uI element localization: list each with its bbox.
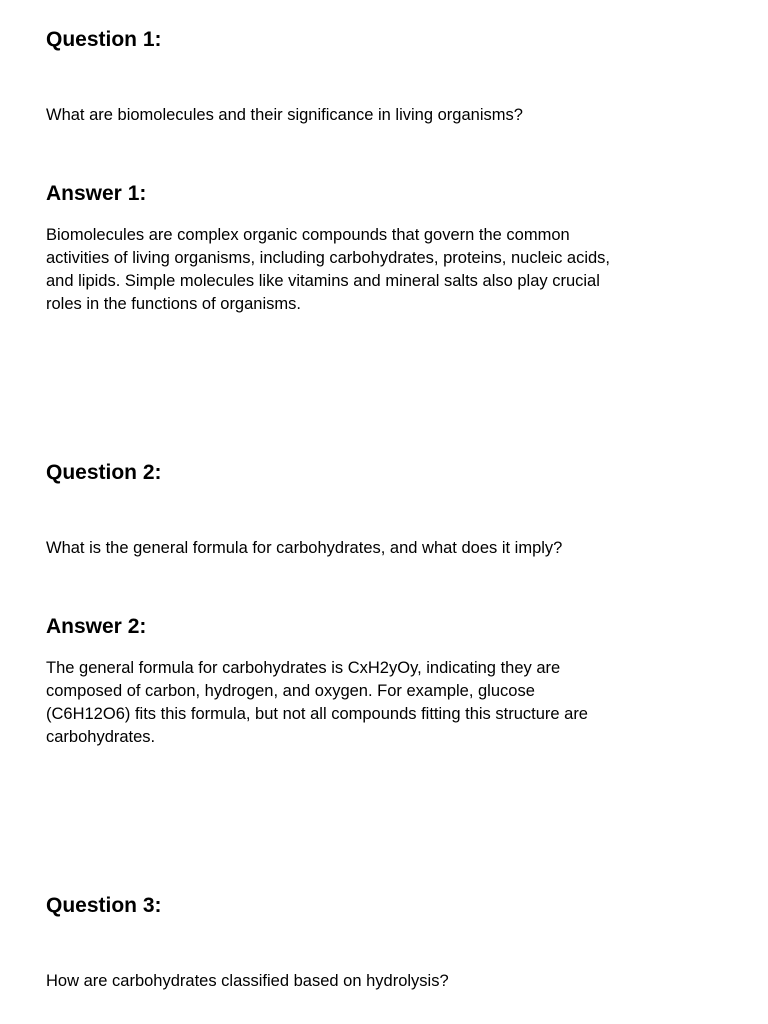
question-1-text: What are biomolecules and their significance in living organisms?: [46, 106, 523, 124]
question-2-heading: Question 2:: [46, 461, 162, 484]
question-1-heading-block: [46, 27, 616, 53]
answer-2-text: The general formula for carbohydrates is CxH2yOy, indicating they are composed of carbon, hydrogen, and oxygen. For example, glucose (C6H12O6) fits this formula, but not all compounds fitting this structure are carbohydrates.: [46, 659, 588, 746]
answer-1-block: [46, 224, 616, 316]
question-2-block: [46, 537, 616, 560]
answer-2-heading-block: [46, 614, 616, 640]
question-1-heading: Question 1:: [46, 28, 162, 51]
question-3-heading-block: [46, 893, 616, 919]
answer-2-block: [46, 657, 616, 749]
question-1-block: [46, 104, 616, 127]
question-3-text: How are carbohydrates classified based on hydrolysis?: [46, 972, 449, 990]
question-3-block: [46, 970, 616, 993]
answer-2-heading: Answer 2:: [46, 615, 147, 638]
question-3-heading: Question 3:: [46, 894, 162, 917]
answer-1-heading: Answer 1:: [46, 182, 147, 205]
answer-1-text: Biomolecules are complex organic compounds that govern the common activities of living organisms, including carbohydrates, proteins, nucleic acids, and lipids. Simple molecules like vitamins and mineral salts also play crucial roles in the functions of organisms.: [46, 226, 611, 313]
question-2-heading-block: [46, 460, 616, 486]
question-2-text: What is the general formula for carbohydrates, and what does it imply?: [46, 539, 563, 557]
answer-1-heading-block: [46, 181, 616, 207]
